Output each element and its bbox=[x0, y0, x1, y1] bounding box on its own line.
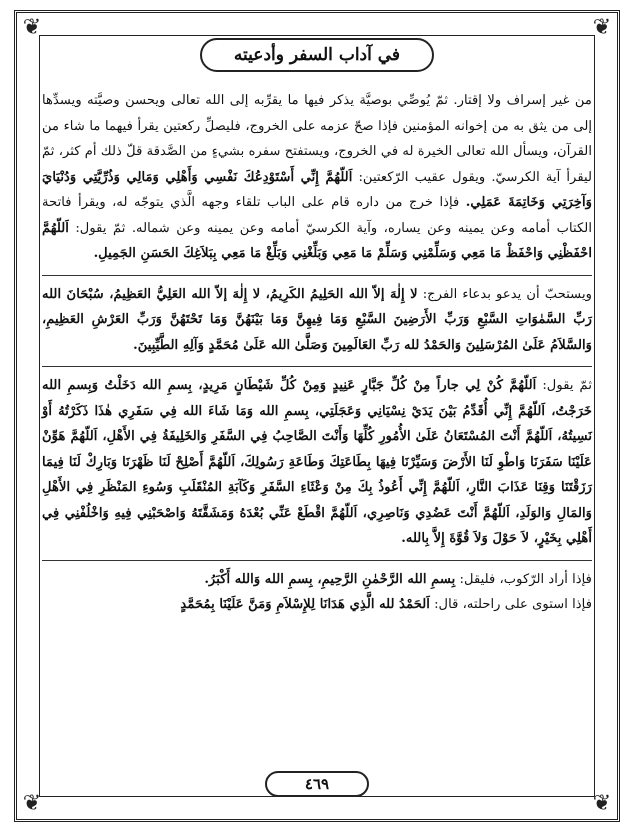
page-title: في آداب السفر وأدعيته bbox=[200, 38, 434, 72]
corner-ornament-icon: ❦ bbox=[22, 15, 42, 40]
text: ثمّ يقول: bbox=[542, 378, 592, 393]
text: فإذا أراد الرّكوب، فليقل: bbox=[459, 571, 592, 587]
supplication: بِسمِ الله الرَّحْمٰنِ الرَّحِيمِ، بِسمِ الله وَالله أَكْبَرُ. bbox=[204, 571, 456, 587]
paragraph-2 bbox=[42, 282, 592, 359]
paragraph-3 bbox=[42, 373, 592, 552]
supplication: لا إِلٰهَ إلاّ الله الحَلِيمُ الكَرِيمُ، لا إِلٰهَ إلاّ الله العَلِيُّ العَظِيمُ، سُبْحَانَ الله رَبِّ السَّمٰوَاتِ السَّبْعِ وَرَبِّ الأَرَضِينَ السَّبْعِ وَمَا فِيهِنَّ وَمَا بَيْنَهُنَّ وَمَا تَحْتَهُنَّ وَرَبِّ العَرْشِ العَظِيمِ، وَالسَّلاَمُ عَلَىٰ المُرْسَلِينَ وَالحَمْدُ لله رَبِّ العَالَمِينَ وَصَلَّىٰ الله عَلَىٰ مُحَمَّدٍ وَآلِهِ الطَّيِّبِينَ. bbox=[42, 286, 592, 353]
corner-ornament-icon: ❦ bbox=[592, 15, 612, 40]
text: فإذا خرج من داره قام على الباب تلقاء وجهه الَّذي يتوجّه له، ويقرأ فاتحة الكتاب أمامه وعن يمينه وعن يساره، وآية الكرسيّ أمامه وعن يمينه وعن شماله. ثمّ يقول: bbox=[42, 195, 592, 236]
paragraph-4 bbox=[42, 567, 592, 593]
supplication: اَللّهُمَّ احْفَظْنِي وَاحْفَظْ مَا مَعِي وَسَلِّمْنِي وَسَلِّمْ مَا مَعِي وَبَلِّغْنِي وَبَلِّغْ مَا مَعِي بِبَلاَغِكَ الحَسَنِ الجَمِيلِ. bbox=[42, 220, 592, 261]
page-body bbox=[42, 88, 592, 618]
supplication: اَلحَمْدُ لله الَّذِي هَدَانَا لِلإِسْلاَمِ وَمَنَّ عَلَيْنَا بِمُحَمَّدٍ bbox=[180, 597, 430, 612]
corner-ornament-icon: ❦ bbox=[22, 791, 42, 816]
divider bbox=[42, 275, 592, 276]
paragraph-5 bbox=[42, 592, 592, 618]
text: من غير إسراف ولا إقتار. ثمّ يُوصِّي بوصيَّة يذكر فيها ما يقرِّبه إلى الله تعالى ويحسن وصيَّته ويسدِّها إلى من يثق به من إخوانه المؤمنين فإذا صحّ عزمه على الخروج، فليصلِّ ركعتين يقرأ فيهما ما شاء من القرآن، ويسأل الله تعالى الخيرة له في الخروج، ويستفتح سفره بشيءٍ من الصَّدقة قلّ ذلك أم كثر، ثمّ ليقرأ آية الكرسيّ. ويقول عقيب الرّكعتين: bbox=[42, 93, 592, 185]
paragraph-1 bbox=[42, 88, 592, 267]
divider bbox=[42, 366, 592, 367]
page-number: ٤٦٩ bbox=[265, 771, 369, 797]
text: ويستحبّ أن يدعو بدعاء الفرج: bbox=[422, 286, 592, 302]
supplication: اَللّهُمَّ إِنِّي أَسْتَوْدِعُكَ نَفْسِي وَأَهْلِي وَمَالِي وَذُرِّيَّتِي وَدُنْيَايَ وَآخِرَتِي وَخَاتِمَةَ عَمَلِي. bbox=[42, 169, 592, 210]
text: فإذا استوى على راحلته، قال: bbox=[434, 597, 592, 612]
supplication: اَللّهُمَّ كُنْ لِي جاراً مِنْ كُلِّ جَبَّارٍ عَنِيدٍ وَمِنْ كُلِّ شَيْطَانٍ مَرِيدٍ، بِسمِ الله دَخَلْتُ وَبِسمِ الله خَرَجْتُ، اَللّهُمَّ إِنِّي أُقَدِّمُ بَيْنَ يَدَيْ نِسْيَانِي وَعَجَلَتِي، بِسمِ الله وَمَا شَاءَ الله فِي سَفَرِي هٰذَا ذَكَرْتُهُ أَوْ نَسِيتُهُ، اَللّهُمَّ أَنْتَ المُسْتَعَانُ عَلَىٰ الأُمُورِ كُلِّهَا وَأَنْتَ الصَّاحِبُ فِي السَّفَرِ وَالخَلِيفَةُ فِي الأَهْلِ، اَللّهُمَّ هَوِّنْ عَلَيْنَا سَفَرَنَا وَاطْوِ لَنَا الأَرْضَ وَسَيِّرْنَا فِيهَا بِطَاعَتِكَ وَطَاعَةِ رَسُولِكَ، اَللّهُمَّ أَصْلِحْ لَنَا ظَهْرَنَا وَبَارِكْ لَنَا فِيمَا رَزَقْتَنَا وَقِنَا عَذَابَ النَّارِ، اَللّهُمَّ إِنِّي أَعُوذُ بِكَ مِنْ وَعْثَاءِ السَّفَرِ وَكَآبَةِ المُنْقَلَبِ وَسُوءِ المَنْظَرِ فِي الأَهْلِ وَالمَالِ وَالوَلَدِ، اَللّهُمَّ أَنْتَ عَضُدِي وَنَاصِرِي، اَللّهُمَّ اقْطَعْ عَنِّي بُعْدَهُ وَمَشَقَّتَهُ وَاصْحَبْنِي فِيهِ وَاخْلُفْنِي فِي أَهْلِي بِخَيْرٍ، لاَ حَوْلَ وَلاَ قُوَّةَ إِلاَّ بِالله. bbox=[42, 378, 592, 546]
divider bbox=[42, 560, 592, 561]
corner-ornament-icon: ❦ bbox=[592, 791, 612, 816]
